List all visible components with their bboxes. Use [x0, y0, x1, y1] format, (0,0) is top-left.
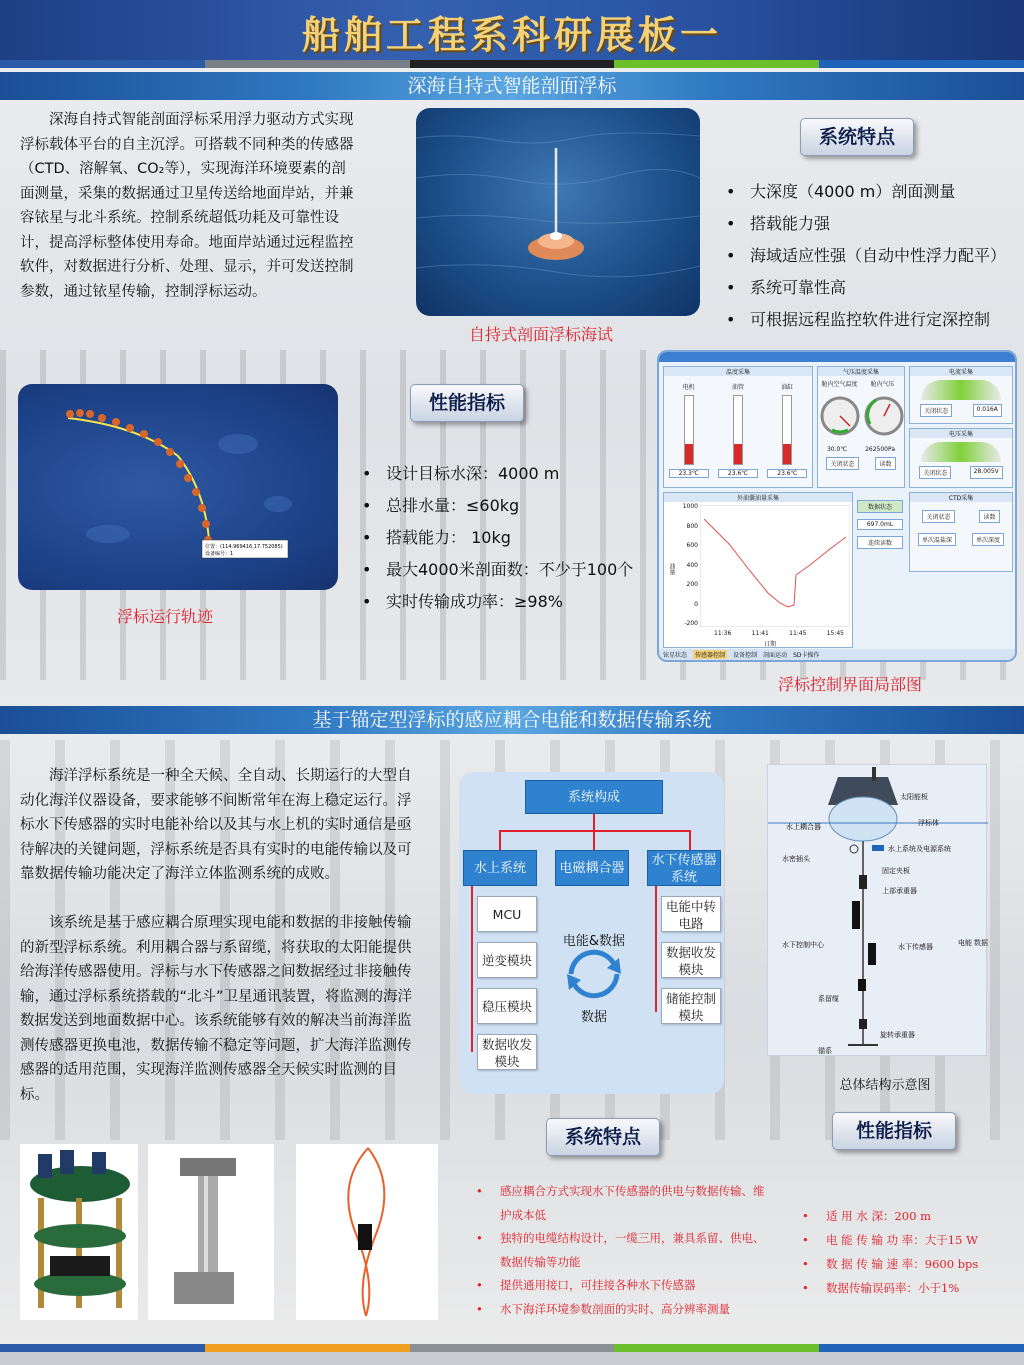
oil-value: 697.0mL — [857, 519, 903, 530]
spec-item: • 实时传输成功率：≥98% — [358, 586, 658, 618]
org-item-mcu: MCU — [477, 896, 537, 932]
color-stripe-top — [0, 60, 1024, 68]
feature-item: • 系统可靠性高 — [722, 272, 1022, 304]
oil-chart-ylabel: 油量 — [668, 563, 675, 575]
color-stripe-bottom — [0, 1344, 1024, 1352]
feature-item: • 海域适应性强（自动中性浮力配平） — [722, 240, 1022, 272]
section1-features-label: 系统特点 — [800, 118, 914, 156]
thermometer-value: 23.3℃ — [669, 469, 709, 478]
close-status-button[interactable]: 关闭状态 — [826, 457, 858, 470]
panel-title: 温度采集 — [664, 367, 812, 376]
ytick: 1000 — [682, 503, 698, 510]
feature-item: • 水下海洋环境参数剖面的实时、高分辨率测量 — [472, 1298, 772, 1322]
sea-trial-caption: 自持式剖面浮标海试 — [468, 325, 613, 344]
tab-profile-motion[interactable]: 剖面运动 — [763, 652, 788, 659]
label-plug: 水密插头 — [782, 855, 810, 863]
voltage-value: 28.005V — [970, 466, 1003, 479]
section2-paragraph-1: 海洋浮标系统是一种全天候、全自动、长期运行的大型自动化海洋仪器设备，要求能够不间断常年在海上稳定运行。浮标水下传感器的实时电能补给以及其与水上机的实时通信是亟待解决的关键问题，浮标系统是否具有实时的电能传输以及可靠数据传输功能决定了海洋立体监测系统的成败。 — [20, 768, 412, 882]
org-item-power-relay: 电能中转电路 — [661, 896, 721, 932]
org-em-coupler: 电磁耦合器 — [555, 850, 629, 886]
label-solar: 太阳能板 — [900, 793, 928, 801]
section2-paragraph-2: 该系统是基于感应耦合原理实现电能和数据的非接触传输的新型浮标系统。利用耦合器与系留缆，将获取的太阳能提供给海洋传感器使用。浮标与水下传感器之间数据经过非接触传输，通过浮标系统搭载的“北斗”卫星通讯装置，将监测的海洋数据发送到地面数据中心。该系统能够有效的解决当前海洋监测传感器更换电池，数据传输不稳定等问题，扩大海洋监测传感器的适用范围，实现海洋监测传感器全天候实时监测的目标。 — [20, 915, 413, 1103]
panel-title: CTD采集 — [910, 493, 1012, 502]
close-status-button[interactable]: 关闭状态 — [922, 510, 954, 523]
control-ui-tabs — [659, 649, 1017, 660]
org-item-regulator: 稳压模块 — [477, 988, 537, 1024]
org-item-storage-control: 储能控制模块 — [661, 988, 721, 1024]
cycle-label-bottom: 数据 — [580, 1010, 607, 1025]
poster-header — [0, 0, 1024, 60]
xtick: 15:45 — [826, 630, 844, 637]
spec-item: • 数据传输误码率：小于1% — [798, 1276, 1018, 1300]
panel-title: 电压采集 — [910, 429, 1012, 438]
org-item-data-transceiver: 数据收发模块 — [477, 1034, 537, 1070]
ctd-panel — [909, 492, 1013, 572]
single-depth-button[interactable]: 单次深度 — [972, 533, 1004, 546]
spec-item: • 设计目标水深：4000 m — [358, 458, 658, 490]
thermometer-cylinder — [767, 382, 807, 478]
panel-title: 电流采集 — [910, 367, 1012, 376]
voltage-panel — [909, 428, 1013, 488]
oil-chart-plot — [700, 505, 850, 627]
xtick: 11:45 — [789, 630, 807, 637]
label-swivel: 旋转承重器 — [880, 1031, 915, 1039]
continuous-read-button[interactable]: 连续读数 — [857, 536, 903, 549]
track-caption: 浮标运行轨迹 — [116, 607, 213, 626]
temperature-panel — [663, 366, 813, 488]
section1-features-list — [722, 176, 1022, 336]
section1-specs-list — [358, 458, 658, 618]
label-anchor: 锚系 — [818, 1047, 832, 1055]
ytick: 200 — [686, 581, 698, 588]
section1-title: 深海自持式智能剖面浮标 — [407, 75, 617, 97]
org-surface-system: 水上系统 — [463, 850, 537, 886]
read-button[interactable]: 读数 — [875, 457, 895, 470]
thermometer-pipe — [718, 382, 758, 478]
spec-item: • 数 据 传 输 速 率：9600 bps — [798, 1252, 1018, 1276]
thermometer-label: 油管 — [731, 384, 744, 391]
org-item-data-transceiver-2: 数据收发模块 — [661, 942, 721, 978]
section1-specs-label: 性能指标 — [410, 384, 524, 422]
gauges — [818, 388, 906, 444]
label-coupler: 水上耦合器 — [786, 823, 821, 831]
section1-intro: 深海自持式智能剖面浮标采用浮力驱动方式实现浮标载体平台的自主沉浮。可搭载不同种类的传感器（CTD、溶解氧、CO₂等），实现海洋环境要素的剖面测量，采集的数据通过卫星传送给地面岸站，并兼容铱星与北斗系统。控制系统超低功耗及可靠性设计，提高浮标整体使用寿命。地面岸站通过远程监控软件，对数据进行分析、处理、显示，并可发送控制参数，通过铱星传输，控制浮标运动。 — [20, 112, 354, 300]
label-upper-bearing: 上部承重器 — [882, 887, 917, 895]
track-label-position: 位置：(114.969416,17.752085) — [205, 544, 283, 550]
current-value: 0.016A — [973, 404, 1002, 417]
tab-device-control[interactable]: 设备控制 — [733, 652, 758, 659]
spec-item: • 适 用 水 深：200 m — [798, 1204, 1018, 1228]
oil-chart-panel — [663, 492, 853, 648]
cable-photo — [296, 1144, 438, 1320]
close-status-button[interactable]: 关闭状态 — [919, 466, 951, 479]
org-item-inverter: 逆变模块 — [477, 942, 537, 978]
section2-header — [0, 706, 1024, 734]
gauge-value: 262500Pa — [865, 446, 895, 453]
gauge-label: 舱内气压 — [870, 381, 895, 388]
thermometer-value: 23.6℃ — [718, 469, 758, 478]
org-underwater-sensor-system: 水下传感器系统 — [647, 850, 721, 886]
cycle-label-top: 电能&数据 — [562, 934, 626, 949]
pressure-panel — [817, 366, 905, 488]
system-structure-chart — [459, 772, 724, 1094]
panel-title: 外油囊油量采集 — [664, 493, 852, 502]
control-ui-titlebar — [659, 352, 1015, 362]
thermometer-value: 23.6℃ — [767, 469, 807, 478]
track-label-device: 设备编号：1 — [205, 551, 234, 557]
single-ctd-button[interactable]: 单次温盐深 — [918, 533, 956, 546]
thermometer-label: 电机 — [682, 384, 695, 391]
label-cable: 系留缆 — [818, 995, 839, 1003]
gauge-label: 舱内空气温度 — [821, 381, 858, 388]
gauge-value: 30.0℃ — [826, 446, 848, 453]
close-status-button[interactable]: 关闭状态 — [920, 404, 952, 417]
footer-band — [0, 1352, 1024, 1365]
section2-features-label: 系统特点 — [546, 1118, 660, 1156]
coupler-photo — [148, 1144, 274, 1320]
feature-item: • 提供通用接口，可挂接各种水下传感器 — [472, 1274, 772, 1298]
control-ui-caption: 浮标控制界面局部图 — [777, 675, 922, 694]
control-ui-screenshot — [657, 350, 1017, 662]
ytick: 0 — [694, 600, 698, 608]
section2-specs-list — [798, 1204, 1018, 1300]
oil-controls — [857, 500, 903, 549]
feature-item: • 独特的电缆结构设计，一缆三用，兼具系留、供电、数据传输等功能 — [472, 1227, 772, 1274]
circuit-board-photo — [20, 1144, 138, 1320]
spec-item: • 搭载能力： 10kg — [358, 522, 658, 554]
section1-header — [0, 72, 1024, 100]
feature-item: • 大深度（4000 m）剖面测量 — [722, 176, 1022, 208]
label-clamp: 固定夹板 — [882, 867, 910, 875]
structure-diagram-caption: 总体结构示意图 — [839, 1078, 931, 1093]
label-float-body: 浮标体 — [918, 819, 939, 827]
current-panel — [909, 366, 1013, 424]
label-underwater-sensor: 水下传感器 — [898, 943, 933, 951]
xtick: 11:41 — [751, 630, 769, 637]
overall-structure-diagram — [767, 764, 987, 1056]
label-data: 数据 — [974, 939, 988, 947]
section2-title: 基于锚定型浮标的感应耦合电能和数据传输系统 — [312, 709, 712, 731]
buoy-track-map — [18, 384, 338, 590]
data-status-button[interactable]: 数据状态 — [857, 500, 903, 513]
tab-sensor-control[interactable]: 传感器控制 — [695, 652, 726, 659]
read-button[interactable]: 读数 — [979, 510, 999, 523]
label-power-system: 水上系统及电源系统 — [888, 845, 951, 853]
section2-features-list — [472, 1180, 772, 1321]
spec-item: • 电 能 传 输 功 率：大于15 W — [798, 1228, 1018, 1252]
ytick: 400 — [686, 561, 698, 569]
tab-iridium-status[interactable]: 铱星状态 — [663, 652, 688, 659]
thermometer-motor — [669, 382, 709, 478]
label-underwater-control: 水下控制中心 — [782, 941, 824, 949]
oil-chart-xlabel: 日期 — [764, 641, 777, 648]
org-root: 系统构成 — [525, 780, 663, 814]
feature-item: • 搭载能力强 — [722, 208, 1022, 240]
spec-item: • 最大4000米剖面数：不少于100个 — [358, 554, 658, 586]
poster-title: 船舶工程系科研展板一 — [301, 12, 722, 57]
xtick: 11:36 — [714, 630, 732, 637]
ytick: 800 — [686, 522, 698, 530]
thermometer-label: 油缸 — [781, 384, 794, 391]
label-energy: 电能 — [958, 939, 972, 947]
feature-item: • 可根据远程监控软件进行定深控制 — [722, 304, 1022, 336]
buoy-sea-trial-photo — [416, 108, 700, 316]
panel-title: 气压温度采集 — [818, 367, 904, 376]
feature-item: • 感应耦合方式实现水下传感器的供电与数据传输、维护成本低 — [472, 1180, 772, 1227]
section2-specs-label: 性能指标 — [832, 1112, 956, 1150]
ytick: 600 — [686, 542, 698, 549]
spec-item: • 总排水量：≤60kg — [358, 490, 658, 522]
ytick: -200 — [684, 620, 698, 627]
cycle-arrows-icon — [559, 944, 629, 1004]
tab-sd-card[interactable]: SD卡操作 — [793, 652, 820, 659]
